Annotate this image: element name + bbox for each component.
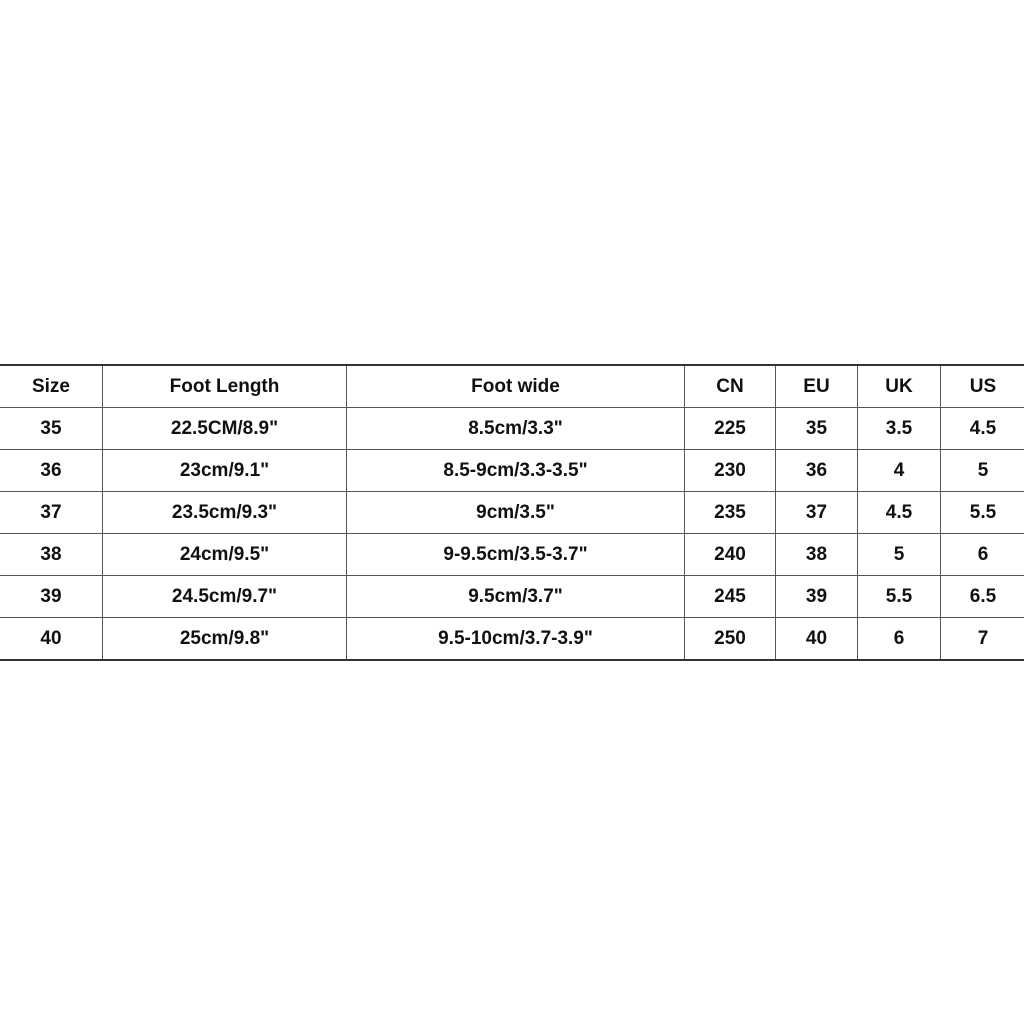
cell-uk: 4.5 — [858, 492, 941, 534]
cell-foot-wide: 8.5cm/3.3" — [347, 408, 685, 450]
cell-foot-length: 23cm/9.1" — [103, 450, 347, 492]
cell-foot-length: 23.5cm/9.3" — [103, 492, 347, 534]
cell-us: 4.5 — [941, 408, 1024, 450]
cell-size: 37 — [0, 492, 103, 534]
cell-eu: 36 — [776, 450, 858, 492]
cell-foot-wide: 9.5-10cm/3.7-3.9" — [347, 618, 685, 661]
cell-foot-wide: 9-9.5cm/3.5-3.7" — [347, 534, 685, 576]
header-uk: UK — [858, 365, 941, 408]
cell-eu: 40 — [776, 618, 858, 661]
cell-uk: 6 — [858, 618, 941, 661]
cell-eu: 37 — [776, 492, 858, 534]
header-cn: CN — [685, 365, 776, 408]
table-row — [0, 450, 1024, 492]
size-chart-table — [0, 364, 1024, 661]
cell-us: 5 — [941, 450, 1024, 492]
cell-eu: 39 — [776, 576, 858, 618]
cell-cn: 245 — [685, 576, 776, 618]
cell-cn: 240 — [685, 534, 776, 576]
cell-size: 38 — [0, 534, 103, 576]
cell-us: 6 — [941, 534, 1024, 576]
cell-foot-length: 25cm/9.8" — [103, 618, 347, 661]
cell-foot-length: 22.5CM/8.9" — [103, 408, 347, 450]
cell-uk: 5.5 — [858, 576, 941, 618]
cell-us: 6.5 — [941, 576, 1024, 618]
table-row — [0, 618, 1024, 661]
cell-cn: 230 — [685, 450, 776, 492]
cell-size: 39 — [0, 576, 103, 618]
cell-cn: 250 — [685, 618, 776, 661]
header-size: Size — [0, 365, 103, 408]
cell-uk: 5 — [858, 534, 941, 576]
table-header-row — [0, 365, 1024, 408]
table-row — [0, 576, 1024, 618]
cell-us: 7 — [941, 618, 1024, 661]
header-foot-length: Foot Length — [103, 365, 347, 408]
cell-size: 36 — [0, 450, 103, 492]
cell-foot-wide: 9.5cm/3.7" — [347, 576, 685, 618]
header-foot-wide: Foot wide — [347, 365, 685, 408]
cell-foot-wide: 9cm/3.5" — [347, 492, 685, 534]
cell-foot-wide: 8.5-9cm/3.3-3.5" — [347, 450, 685, 492]
cell-eu: 35 — [776, 408, 858, 450]
cell-us: 5.5 — [941, 492, 1024, 534]
cell-foot-length: 24.5cm/9.7" — [103, 576, 347, 618]
cell-size: 40 — [0, 618, 103, 661]
cell-uk: 4 — [858, 450, 941, 492]
cell-cn: 225 — [685, 408, 776, 450]
header-eu: EU — [776, 365, 858, 408]
header-us: US — [941, 365, 1024, 408]
table-row — [0, 534, 1024, 576]
cell-size: 35 — [0, 408, 103, 450]
cell-foot-length: 24cm/9.5" — [103, 534, 347, 576]
table-row — [0, 408, 1024, 450]
cell-cn: 235 — [685, 492, 776, 534]
cell-uk: 3.5 — [858, 408, 941, 450]
table-row — [0, 492, 1024, 534]
cell-eu: 38 — [776, 534, 858, 576]
